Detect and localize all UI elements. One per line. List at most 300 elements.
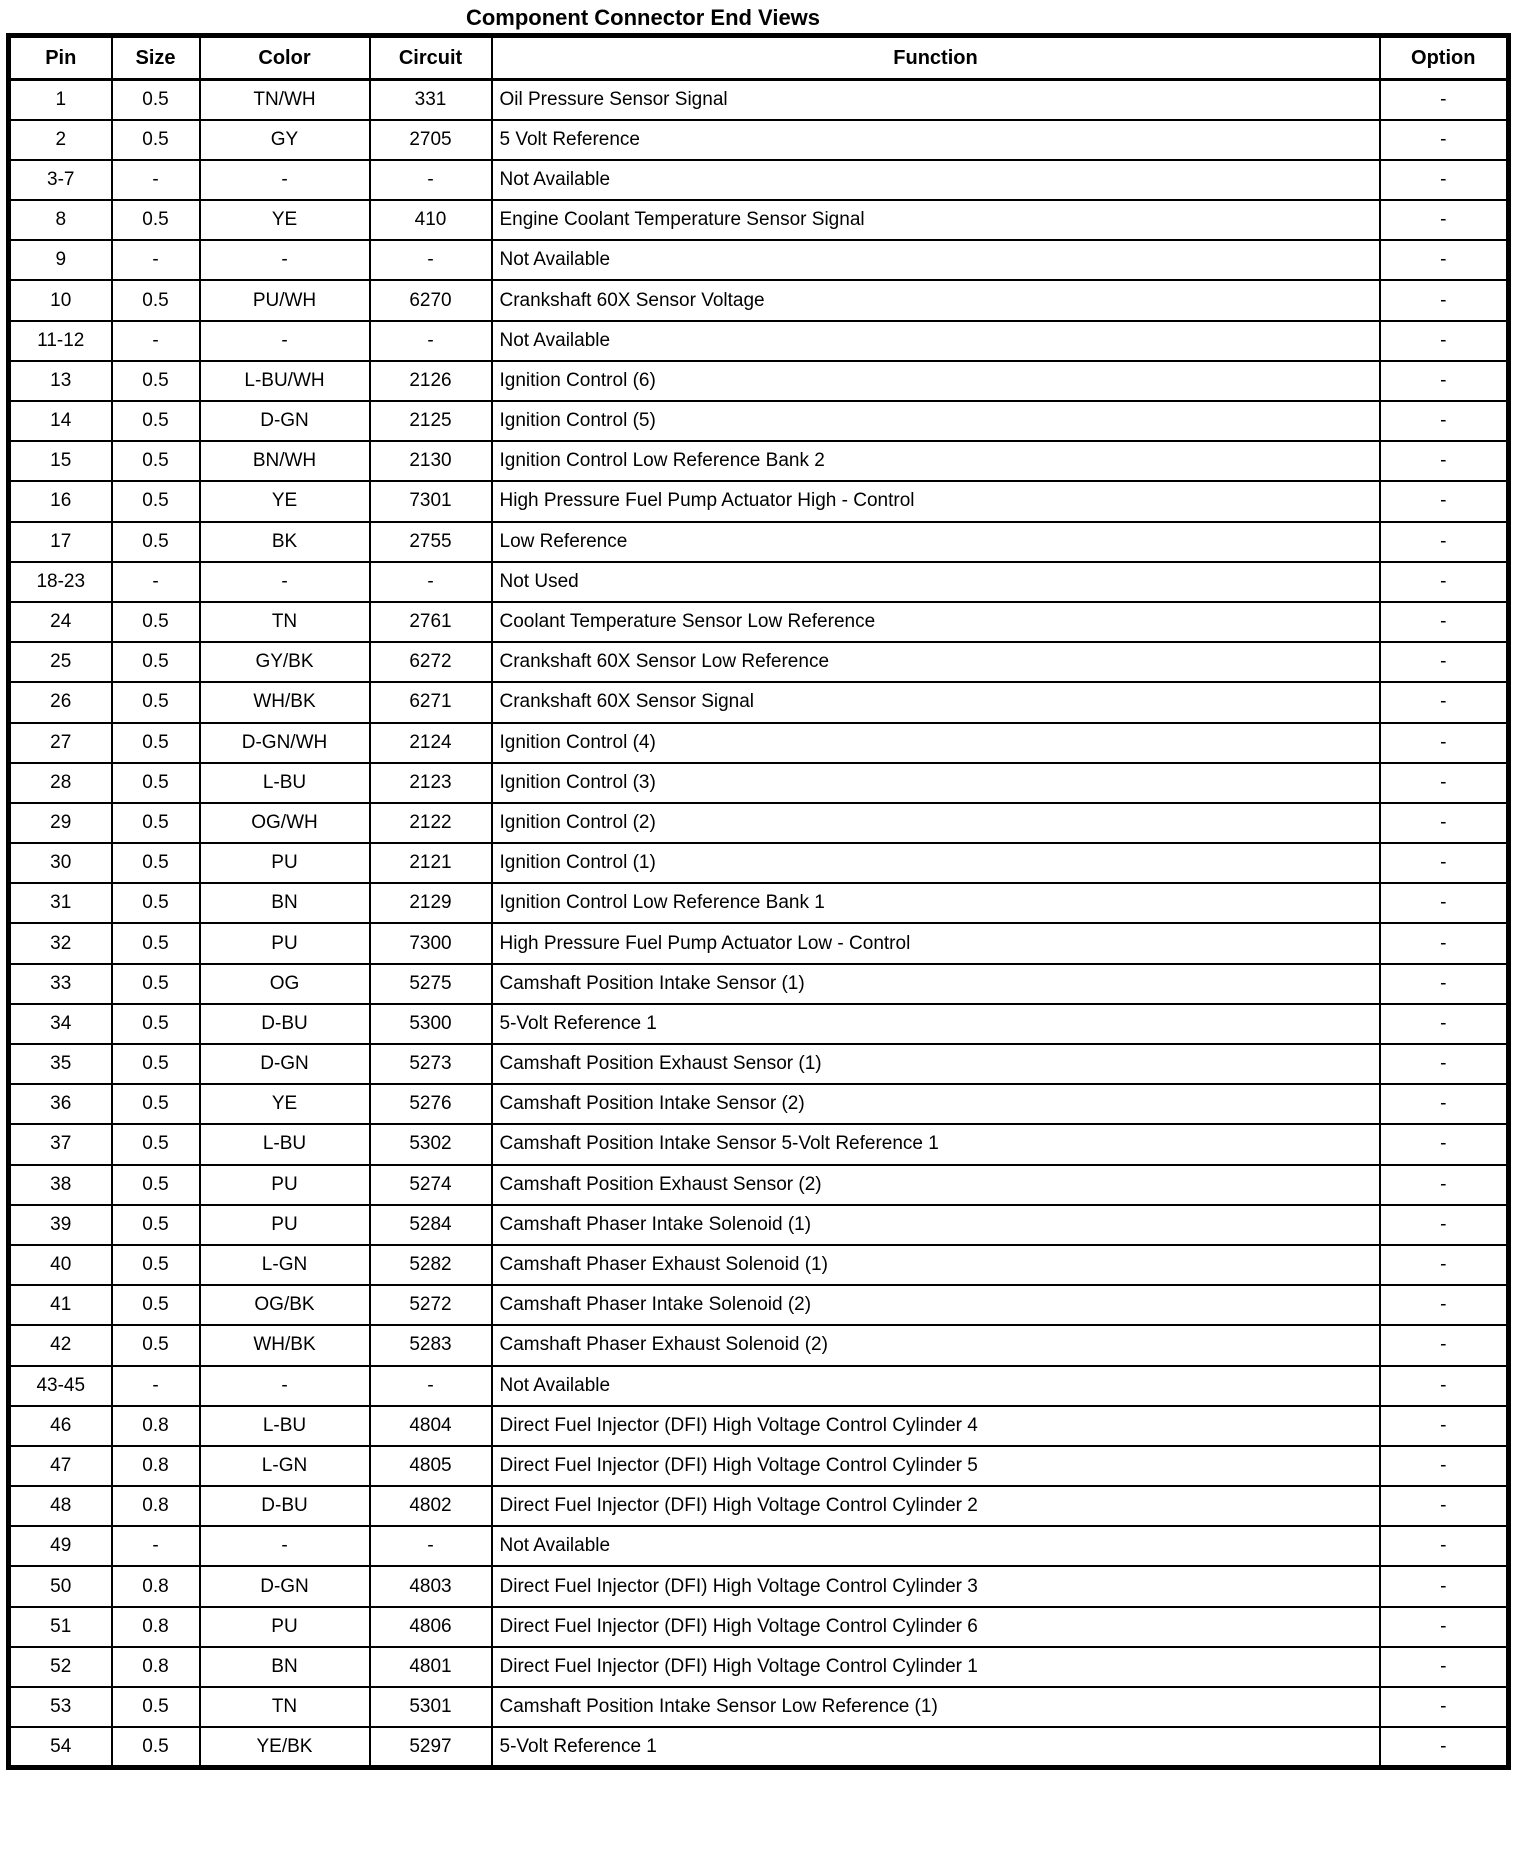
function-cell: 5-Volt Reference 1 [492,1004,1380,1044]
column-header-option: Option [1380,36,1509,80]
option-cell: - [1380,1727,1509,1767]
size-cell: 0.5 [112,843,200,883]
table-row [9,923,1509,963]
pin-cell: 49 [9,1526,112,1566]
color-cell: GY/BK [200,642,370,682]
table-row [9,1124,1509,1164]
function-cell: High Pressure Fuel Pump Actuator High - Control [492,481,1380,521]
size-cell: 0.5 [112,883,200,923]
table-row [9,441,1509,481]
table-row [9,602,1509,642]
function-cell: Direct Fuel Injector (DFI) High Voltage Control Cylinder 6 [492,1607,1380,1647]
circuit-cell: 4802 [370,1486,492,1526]
function-cell: Ignition Control Low Reference Bank 1 [492,883,1380,923]
circuit-cell: - [370,562,492,602]
color-cell: BN [200,1647,370,1687]
pin-cell: 33 [9,964,112,1004]
color-cell: YE [200,481,370,521]
function-cell: Ignition Control (2) [492,803,1380,843]
table-row [9,1285,1509,1325]
option-cell: - [1380,763,1509,803]
circuit-cell: 5272 [370,1285,492,1325]
option-cell: - [1380,321,1509,361]
function-cell: Ignition Control (1) [492,843,1380,883]
function-cell: Not Used [492,562,1380,602]
table-row [9,1526,1509,1566]
option-cell: - [1380,602,1509,642]
pin-cell: 41 [9,1285,112,1325]
color-cell: L-BU/WH [200,361,370,401]
size-cell: 0.5 [112,441,200,481]
option-cell: - [1380,562,1509,602]
table-row [9,1566,1509,1606]
circuit-cell: 4806 [370,1607,492,1647]
pin-cell: 39 [9,1205,112,1245]
size-cell: 0.5 [112,682,200,722]
size-cell: - [112,562,200,602]
option-cell: - [1380,1165,1509,1205]
pin-cell: 36 [9,1084,112,1124]
pin-cell: 30 [9,843,112,883]
circuit-cell: 6272 [370,642,492,682]
option-cell: - [1380,883,1509,923]
function-cell: Direct Fuel Injector (DFI) High Voltage Control Cylinder 2 [492,1486,1380,1526]
table-row [9,1044,1509,1084]
circuit-cell: - [370,1526,492,1566]
option-cell: - [1380,1486,1509,1526]
option-cell: - [1380,1245,1509,1285]
option-cell: - [1380,1205,1509,1245]
circuit-cell: 2121 [370,843,492,883]
size-cell: 0.5 [112,401,200,441]
pin-cell: 16 [9,481,112,521]
circuit-cell: 6270 [370,280,492,320]
circuit-cell: - [370,160,492,200]
color-cell: L-BU [200,1124,370,1164]
option-cell: - [1380,120,1509,160]
table-header-row [9,36,1509,80]
table-row [9,361,1509,401]
circuit-cell: 2755 [370,522,492,562]
table-row [9,280,1509,320]
option-cell: - [1380,723,1509,763]
pin-cell: 31 [9,883,112,923]
color-cell: OG [200,964,370,1004]
size-cell: 0.5 [112,120,200,160]
column-header-circuit: Circuit [370,36,492,80]
size-cell: 0.5 [112,602,200,642]
size-cell: 0.5 [112,763,200,803]
page-title: Component Connector End Views [465,5,821,30]
color-cell: PU [200,843,370,883]
circuit-cell: 5300 [370,1004,492,1044]
size-cell: 0.5 [112,1687,200,1727]
color-cell: TN [200,602,370,642]
pin-cell: 11-12 [9,321,112,361]
function-cell: Camshaft Phaser Exhaust Solenoid (2) [492,1325,1380,1365]
table-row [9,1486,1509,1526]
circuit-cell: 4801 [370,1647,492,1687]
circuit-cell: 4803 [370,1566,492,1606]
circuit-cell: 7301 [370,481,492,521]
function-cell: Engine Coolant Temperature Sensor Signal [492,200,1380,240]
color-cell: - [200,1366,370,1406]
table-row [9,401,1509,441]
table-body [9,80,1509,1768]
circuit-cell: 5301 [370,1687,492,1727]
pin-cell: 27 [9,723,112,763]
option-cell: - [1380,481,1509,521]
option-cell: - [1380,923,1509,963]
size-cell: 0.5 [112,361,200,401]
table-row [9,1245,1509,1285]
color-cell: PU/WH [200,280,370,320]
size-cell: 0.5 [112,1727,200,1767]
circuit-cell: 2124 [370,723,492,763]
function-cell: Camshaft Position Exhaust Sensor (1) [492,1044,1380,1084]
size-cell: 0.8 [112,1647,200,1687]
color-cell: - [200,321,370,361]
pin-cell: 54 [9,1727,112,1767]
color-cell: - [200,240,370,280]
color-cell: L-GN [200,1245,370,1285]
pin-cell: 35 [9,1044,112,1084]
color-cell: D-BU [200,1004,370,1044]
color-cell: PU [200,1607,370,1647]
function-cell: Camshaft Phaser Intake Solenoid (2) [492,1285,1380,1325]
function-cell: Crankshaft 60X Sensor Low Reference [492,642,1380,682]
function-cell: Coolant Temperature Sensor Low Reference [492,602,1380,642]
table-row [9,1004,1509,1044]
size-cell: 0.5 [112,923,200,963]
size-cell: 0.5 [112,1285,200,1325]
size-cell: 0.5 [112,1245,200,1285]
color-cell: WH/BK [200,682,370,722]
option-cell: - [1380,361,1509,401]
option-cell: - [1380,642,1509,682]
option-cell: - [1380,1084,1509,1124]
option-cell: - [1380,441,1509,481]
size-cell: 0.5 [112,481,200,521]
pin-cell: 25 [9,642,112,682]
table-row [9,200,1509,240]
pin-cell: 2 [9,120,112,160]
function-cell: Ignition Control Low Reference Bank 2 [492,441,1380,481]
color-cell: TN/WH [200,80,370,120]
function-cell: 5 Volt Reference [492,120,1380,160]
table-row [9,240,1509,280]
connector-pinout-table [6,33,1511,1770]
function-cell: Not Available [492,321,1380,361]
table-row [9,522,1509,562]
function-cell: Camshaft Position Intake Sensor (1) [492,964,1380,1004]
table-row [9,1406,1509,1446]
size-cell: 0.5 [112,80,200,120]
table-row [9,1084,1509,1124]
pin-cell: 18-23 [9,562,112,602]
pin-cell: 15 [9,441,112,481]
pin-cell: 42 [9,1325,112,1365]
circuit-cell: 5283 [370,1325,492,1365]
size-cell: - [112,240,200,280]
size-cell: 0.5 [112,280,200,320]
pin-cell: 8 [9,200,112,240]
function-cell: Ignition Control (6) [492,361,1380,401]
pin-cell: 50 [9,1566,112,1606]
function-cell: Camshaft Position Intake Sensor Low Reference (1) [492,1687,1380,1727]
size-cell: 0.5 [112,1004,200,1044]
size-cell: - [112,321,200,361]
circuit-cell: 2126 [370,361,492,401]
color-cell: PU [200,923,370,963]
size-cell: 0.8 [112,1607,200,1647]
function-cell: Crankshaft 60X Sensor Voltage [492,280,1380,320]
color-cell: OG/BK [200,1285,370,1325]
color-cell: OG/WH [200,803,370,843]
option-cell: - [1380,160,1509,200]
pin-cell: 38 [9,1165,112,1205]
size-cell: 0.5 [112,1325,200,1365]
function-cell: Ignition Control (4) [492,723,1380,763]
pin-cell: 48 [9,1486,112,1526]
function-cell: Ignition Control (3) [492,763,1380,803]
circuit-cell: 2761 [370,602,492,642]
pin-cell: 37 [9,1124,112,1164]
table-row [9,160,1509,200]
table-row [9,120,1509,160]
function-cell: Camshaft Position Intake Sensor (2) [492,1084,1380,1124]
color-cell: D-GN/WH [200,723,370,763]
circuit-cell: 2129 [370,883,492,923]
pin-cell: 29 [9,803,112,843]
table-header [9,36,1509,80]
size-cell: 0.5 [112,522,200,562]
pin-cell: 3-7 [9,160,112,200]
option-cell: - [1380,1406,1509,1446]
pin-cell: 9 [9,240,112,280]
table-row [9,642,1509,682]
size-cell: - [112,1366,200,1406]
option-cell: - [1380,401,1509,441]
table-row [9,1366,1509,1406]
color-cell: YE [200,1084,370,1124]
function-cell: Camshaft Position Intake Sensor 5-Volt Reference 1 [492,1124,1380,1164]
table-row [9,803,1509,843]
function-cell: Direct Fuel Injector (DFI) High Voltage Control Cylinder 4 [492,1406,1380,1446]
table-row [9,883,1509,923]
size-cell: 0.5 [112,1044,200,1084]
column-header-pin: Pin [9,36,112,80]
option-cell: - [1380,1366,1509,1406]
table-row [9,80,1509,120]
table-row [9,1687,1509,1727]
function-cell: Low Reference [492,522,1380,562]
pin-cell: 46 [9,1406,112,1446]
color-cell: - [200,562,370,602]
color-cell: WH/BK [200,1325,370,1365]
table-row [9,481,1509,521]
circuit-cell: 410 [370,200,492,240]
size-cell: 0.5 [112,1084,200,1124]
size-cell: 0.5 [112,964,200,1004]
circuit-cell: 4804 [370,1406,492,1446]
color-cell: BK [200,522,370,562]
color-cell: D-BU [200,1486,370,1526]
column-header-size: Size [112,36,200,80]
table-row [9,723,1509,763]
circuit-cell: 5274 [370,1165,492,1205]
color-cell: PU [200,1165,370,1205]
size-cell: 0.5 [112,803,200,843]
function-cell: Crankshaft 60X Sensor Signal [492,682,1380,722]
function-cell: Not Available [492,240,1380,280]
function-cell: Direct Fuel Injector (DFI) High Voltage Control Cylinder 5 [492,1446,1380,1486]
column-header-color: Color [200,36,370,80]
color-cell: L-BU [200,1406,370,1446]
pin-cell: 34 [9,1004,112,1044]
color-cell: - [200,160,370,200]
table-row [9,964,1509,1004]
option-cell: - [1380,803,1509,843]
color-cell: BN [200,883,370,923]
function-cell: Camshaft Position Exhaust Sensor (2) [492,1165,1380,1205]
circuit-cell: - [370,1366,492,1406]
circuit-cell: 5275 [370,964,492,1004]
pin-cell: 17 [9,522,112,562]
pin-cell: 53 [9,1687,112,1727]
pin-cell: 24 [9,602,112,642]
size-cell: 0.5 [112,200,200,240]
color-cell: D-GN [200,1566,370,1606]
option-cell: - [1380,522,1509,562]
function-cell: Ignition Control (5) [492,401,1380,441]
pin-cell: 14 [9,401,112,441]
circuit-cell: 5302 [370,1124,492,1164]
function-cell: Not Available [492,1526,1380,1566]
pin-cell: 32 [9,923,112,963]
function-cell: Direct Fuel Injector (DFI) High Voltage Control Cylinder 3 [492,1566,1380,1606]
size-cell: 0.8 [112,1406,200,1446]
option-cell: - [1380,1124,1509,1164]
color-cell: GY [200,120,370,160]
circuit-cell: 5282 [370,1245,492,1285]
size-cell: 0.5 [112,1205,200,1245]
circuit-cell: 2705 [370,120,492,160]
pin-cell: 1 [9,80,112,120]
function-cell: Oil Pressure Sensor Signal [492,80,1380,120]
circuit-cell: 331 [370,80,492,120]
size-cell: - [112,1526,200,1566]
color-cell: TN [200,1687,370,1727]
circuit-cell: 7300 [370,923,492,963]
circuit-cell: 4805 [370,1446,492,1486]
color-cell: YE [200,200,370,240]
size-cell: 0.5 [112,642,200,682]
option-cell: - [1380,1004,1509,1044]
table-row [9,763,1509,803]
option-cell: - [1380,80,1509,120]
pin-cell: 52 [9,1647,112,1687]
function-cell: Not Available [492,160,1380,200]
table-row [9,321,1509,361]
table-row [9,1205,1509,1245]
size-cell: 0.8 [112,1566,200,1606]
color-cell: PU [200,1205,370,1245]
table-row [9,843,1509,883]
pin-cell: 51 [9,1607,112,1647]
size-cell: 0.8 [112,1446,200,1486]
size-cell: - [112,160,200,200]
pin-cell: 47 [9,1446,112,1486]
option-cell: - [1380,1566,1509,1606]
color-cell: D-GN [200,1044,370,1084]
option-cell: - [1380,843,1509,883]
table-row [9,1325,1509,1365]
option-cell: - [1380,200,1509,240]
function-cell: 5-Volt Reference 1 [492,1727,1380,1767]
circuit-cell: 2130 [370,441,492,481]
option-cell: - [1380,964,1509,1004]
size-cell: 0.5 [112,723,200,763]
option-cell: - [1380,1687,1509,1727]
option-cell: - [1380,280,1509,320]
table-row [9,562,1509,602]
size-cell: 0.8 [112,1486,200,1526]
circuit-cell: 5273 [370,1044,492,1084]
pin-cell: 40 [9,1245,112,1285]
option-cell: - [1380,1285,1509,1325]
pin-cell: 28 [9,763,112,803]
circuit-cell: 5297 [370,1727,492,1767]
size-cell: 0.5 [112,1165,200,1205]
option-cell: - [1380,1647,1509,1687]
table-row [9,1727,1509,1767]
function-cell: Camshaft Phaser Intake Solenoid (1) [492,1205,1380,1245]
color-cell: YE/BK [200,1727,370,1767]
option-cell: - [1380,240,1509,280]
function-cell: High Pressure Fuel Pump Actuator Low - Control [492,923,1380,963]
circuit-cell: - [370,321,492,361]
circuit-cell: 5284 [370,1205,492,1245]
table-row [9,682,1509,722]
table-row [9,1446,1509,1486]
color-cell: - [200,1526,370,1566]
circuit-cell: 5276 [370,1084,492,1124]
pin-cell: 13 [9,361,112,401]
pin-cell: 10 [9,280,112,320]
circuit-cell: 2123 [370,763,492,803]
circuit-cell: - [370,240,492,280]
function-cell: Direct Fuel Injector (DFI) High Voltage Control Cylinder 1 [492,1647,1380,1687]
color-cell: BN/WH [200,441,370,481]
option-cell: - [1380,1526,1509,1566]
option-cell: - [1380,1325,1509,1365]
table-row [9,1607,1509,1647]
circuit-cell: 2122 [370,803,492,843]
table-row [9,1165,1509,1205]
size-cell: 0.5 [112,1124,200,1164]
option-cell: - [1380,682,1509,722]
function-cell: Not Available [492,1366,1380,1406]
color-cell: D-GN [200,401,370,441]
circuit-cell: 6271 [370,682,492,722]
option-cell: - [1380,1446,1509,1486]
function-cell: Camshaft Phaser Exhaust Solenoid (1) [492,1245,1380,1285]
circuit-cell: 2125 [370,401,492,441]
option-cell: - [1380,1044,1509,1084]
column-header-function: Function [492,36,1380,80]
pin-cell: 26 [9,682,112,722]
